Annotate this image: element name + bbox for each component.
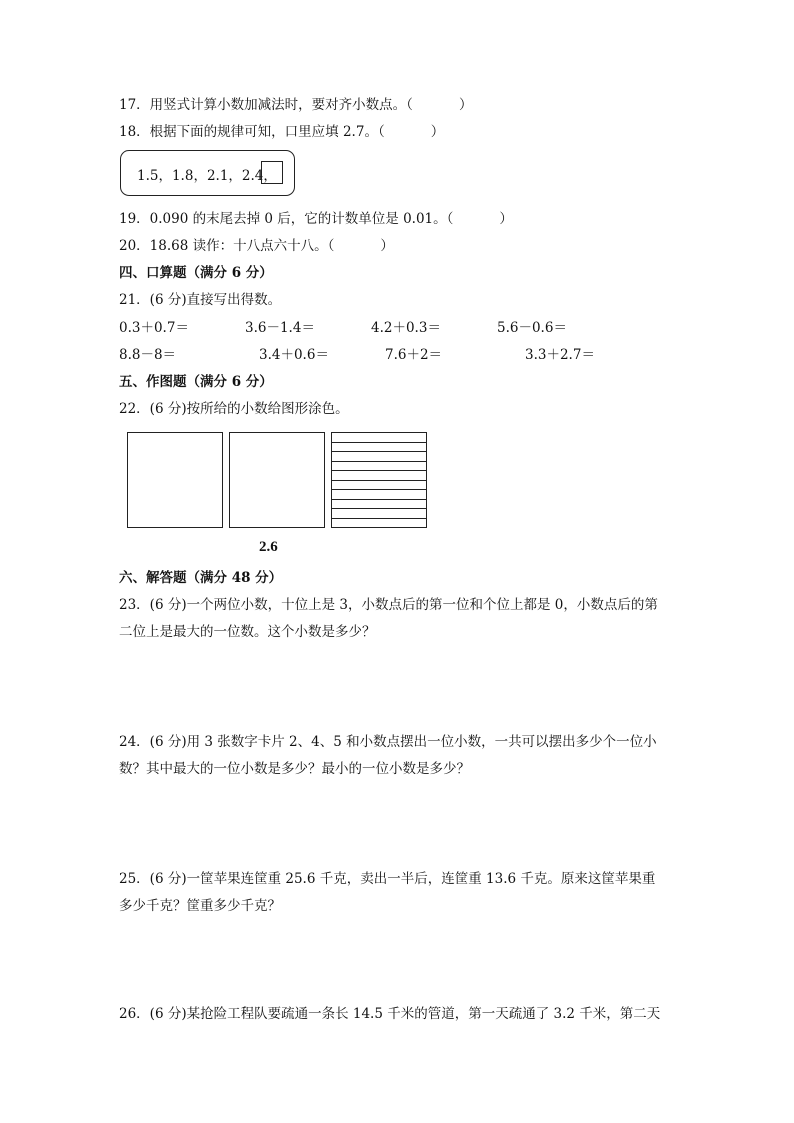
question-22: 22．(6 分)按所给的小数给图形涂色。 — [119, 401, 349, 417]
question-25-line-2: 多少千克？筐重多少千克？ — [119, 898, 281, 914]
mental-item: 8.8－8＝ — [119, 347, 177, 363]
answer-paren-close: ） — [458, 97, 473, 113]
question-21: 21．(6 分)直接写出得数。 — [119, 292, 282, 308]
question-19 — [119, 210, 513, 228]
section-6-heading: 六、解答题（满分 48 分） — [119, 570, 283, 586]
sequence-box — [120, 150, 295, 196]
blank-square — [261, 161, 283, 184]
question-23-line-2: 二位上是最大的一位数。这个小数是多少？ — [119, 624, 376, 640]
question-18 — [119, 123, 444, 141]
square-2 — [229, 432, 325, 528]
question-20 — [119, 237, 394, 255]
answer-paren-close: ） — [430, 124, 445, 140]
answer-paren-close: ） — [380, 238, 394, 254]
question-24-line-2: 数？其中最大的一位小数是多少？最小的一位小数是多少？ — [119, 761, 470, 777]
square-1 — [127, 432, 223, 528]
question-23-line-1: 23．(6 分)一个两位小数，十位上是 3，小数点后的第一位和个位上都是 0，小数点后的第 — [119, 597, 658, 613]
mental-item: 3.6－1.4＝ — [245, 320, 315, 336]
mental-item: 3.3＋2.7＝ — [525, 347, 595, 363]
section-4-heading: 四、口算题（满分 6 分） — [119, 265, 273, 281]
section-5-heading: 五、作图题（满分 6 分） — [119, 374, 273, 390]
figure-label: 2.6 — [259, 539, 278, 555]
question-26-line-1: 26．(6 分)某抢险工程队要疏通一条长 14.5 千米的管道，第一天疏通了 3.2 千米，第二天 — [119, 1006, 661, 1022]
mental-item: 0.3＋0.7＝ — [119, 320, 189, 336]
question-20-text: 20．18.68 读作：十八点六十八。（ — [119, 238, 335, 254]
sequence-text: 1.5，1.8，2.1，2.4， — [137, 168, 277, 184]
question-18-text: 18．根据下面的规律可知，口里应填 2.7。（ — [119, 124, 385, 140]
question-25-line-1: 25．(6 分)一筐苹果连筐重 25.6 千克，卖出一半后，连筐重 13.6 千克。原来这筐苹果重 — [119, 871, 656, 887]
mental-item: 4.2＋0.3＝ — [371, 320, 441, 336]
mental-item: 5.6－0.6＝ — [497, 320, 567, 336]
mental-item: 7.6＋2＝ — [385, 347, 443, 363]
question-17 — [119, 96, 472, 114]
question-17-text: 17．用竖式计算小数加减法时，要对齐小数点。（ — [119, 97, 413, 113]
mental-item: 3.4＋0.6＝ — [259, 347, 329, 363]
striped-square — [331, 432, 427, 528]
question-19-text: 19．0.090 的末尾去掉 0 后，它的计数单位是 0.01。（ — [119, 211, 454, 227]
answer-paren-close: ） — [499, 211, 513, 227]
question-24-line-1: 24．(6 分)用 3 张数字卡片 2、4、5 和小数点摆出一位小数，一共可以摆出多少个一位小 — [119, 734, 657, 750]
